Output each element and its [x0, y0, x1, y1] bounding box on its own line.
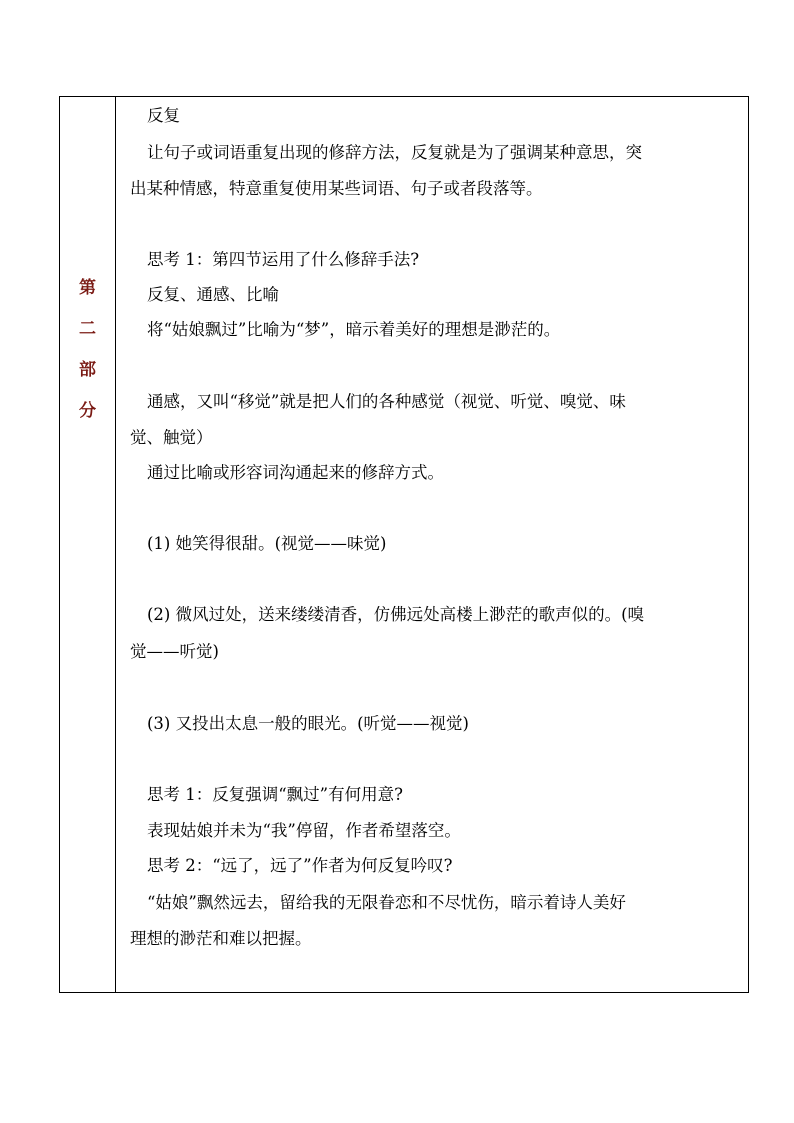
example-line: 觉——听觉)	[130, 642, 219, 661]
example-line: (2) 微风过处，送来缕缕清香，仿佛远处高楼上渺茫的歌声似的。(嗅	[147, 605, 645, 624]
example-line: (1) 她笑得很甜。(视觉——味觉)	[147, 534, 387, 553]
section-label-char: 第	[79, 278, 96, 298]
column-divider	[115, 97, 116, 992]
answer-line: 将“姑娘飘过”比喻为“梦”，暗示着美好的理想是渺茫的。	[147, 320, 561, 339]
section-label	[60, 268, 115, 432]
question-line: 思考 1：第四节运用了什么修辞手法?	[147, 250, 420, 269]
question-line: 思考 1：反复强调“飘过”有何用意?	[147, 785, 403, 804]
synesthesia-definition: 通感，又叫“移觉”就是把人们的各种感觉（视觉、听觉、嗅觉、味	[147, 392, 626, 411]
section-label-char: 部	[79, 360, 96, 380]
synesthesia-definition: 觉、触觉）	[130, 428, 213, 447]
section-label-char: 二	[79, 319, 96, 339]
answer-line: 反复、通感、比喻	[147, 285, 279, 304]
answer-line: 表现姑娘并未为“我”停留，作者希望落空。	[147, 821, 461, 840]
example-line: (3) 又投出太息一般的眼光。(听觉——视觉)	[147, 714, 469, 733]
definition-line: 出某种情感，特意重复使用某些词语、句子或者段落等。	[130, 179, 543, 198]
content-table	[59, 96, 749, 993]
answer-line: “姑娘”飘然远去，留给我的无限眷恋和不尽忧伤，暗示着诗人美好	[147, 893, 626, 912]
synesthesia-definition: 通过比喻或形容词沟通起来的修辞方式。	[147, 463, 444, 482]
definition-line: 让句子或词语重复出现的修辞方法，反复就是为了强调某种意思，突	[147, 143, 642, 162]
answer-line: 理想的渺茫和难以把握。	[130, 929, 312, 948]
question-line: 思考 2：“远了，远了”作者为何反复吟叹?	[147, 856, 453, 875]
heading-repetition: 反复	[147, 106, 180, 125]
section-label-char: 分	[79, 401, 96, 421]
